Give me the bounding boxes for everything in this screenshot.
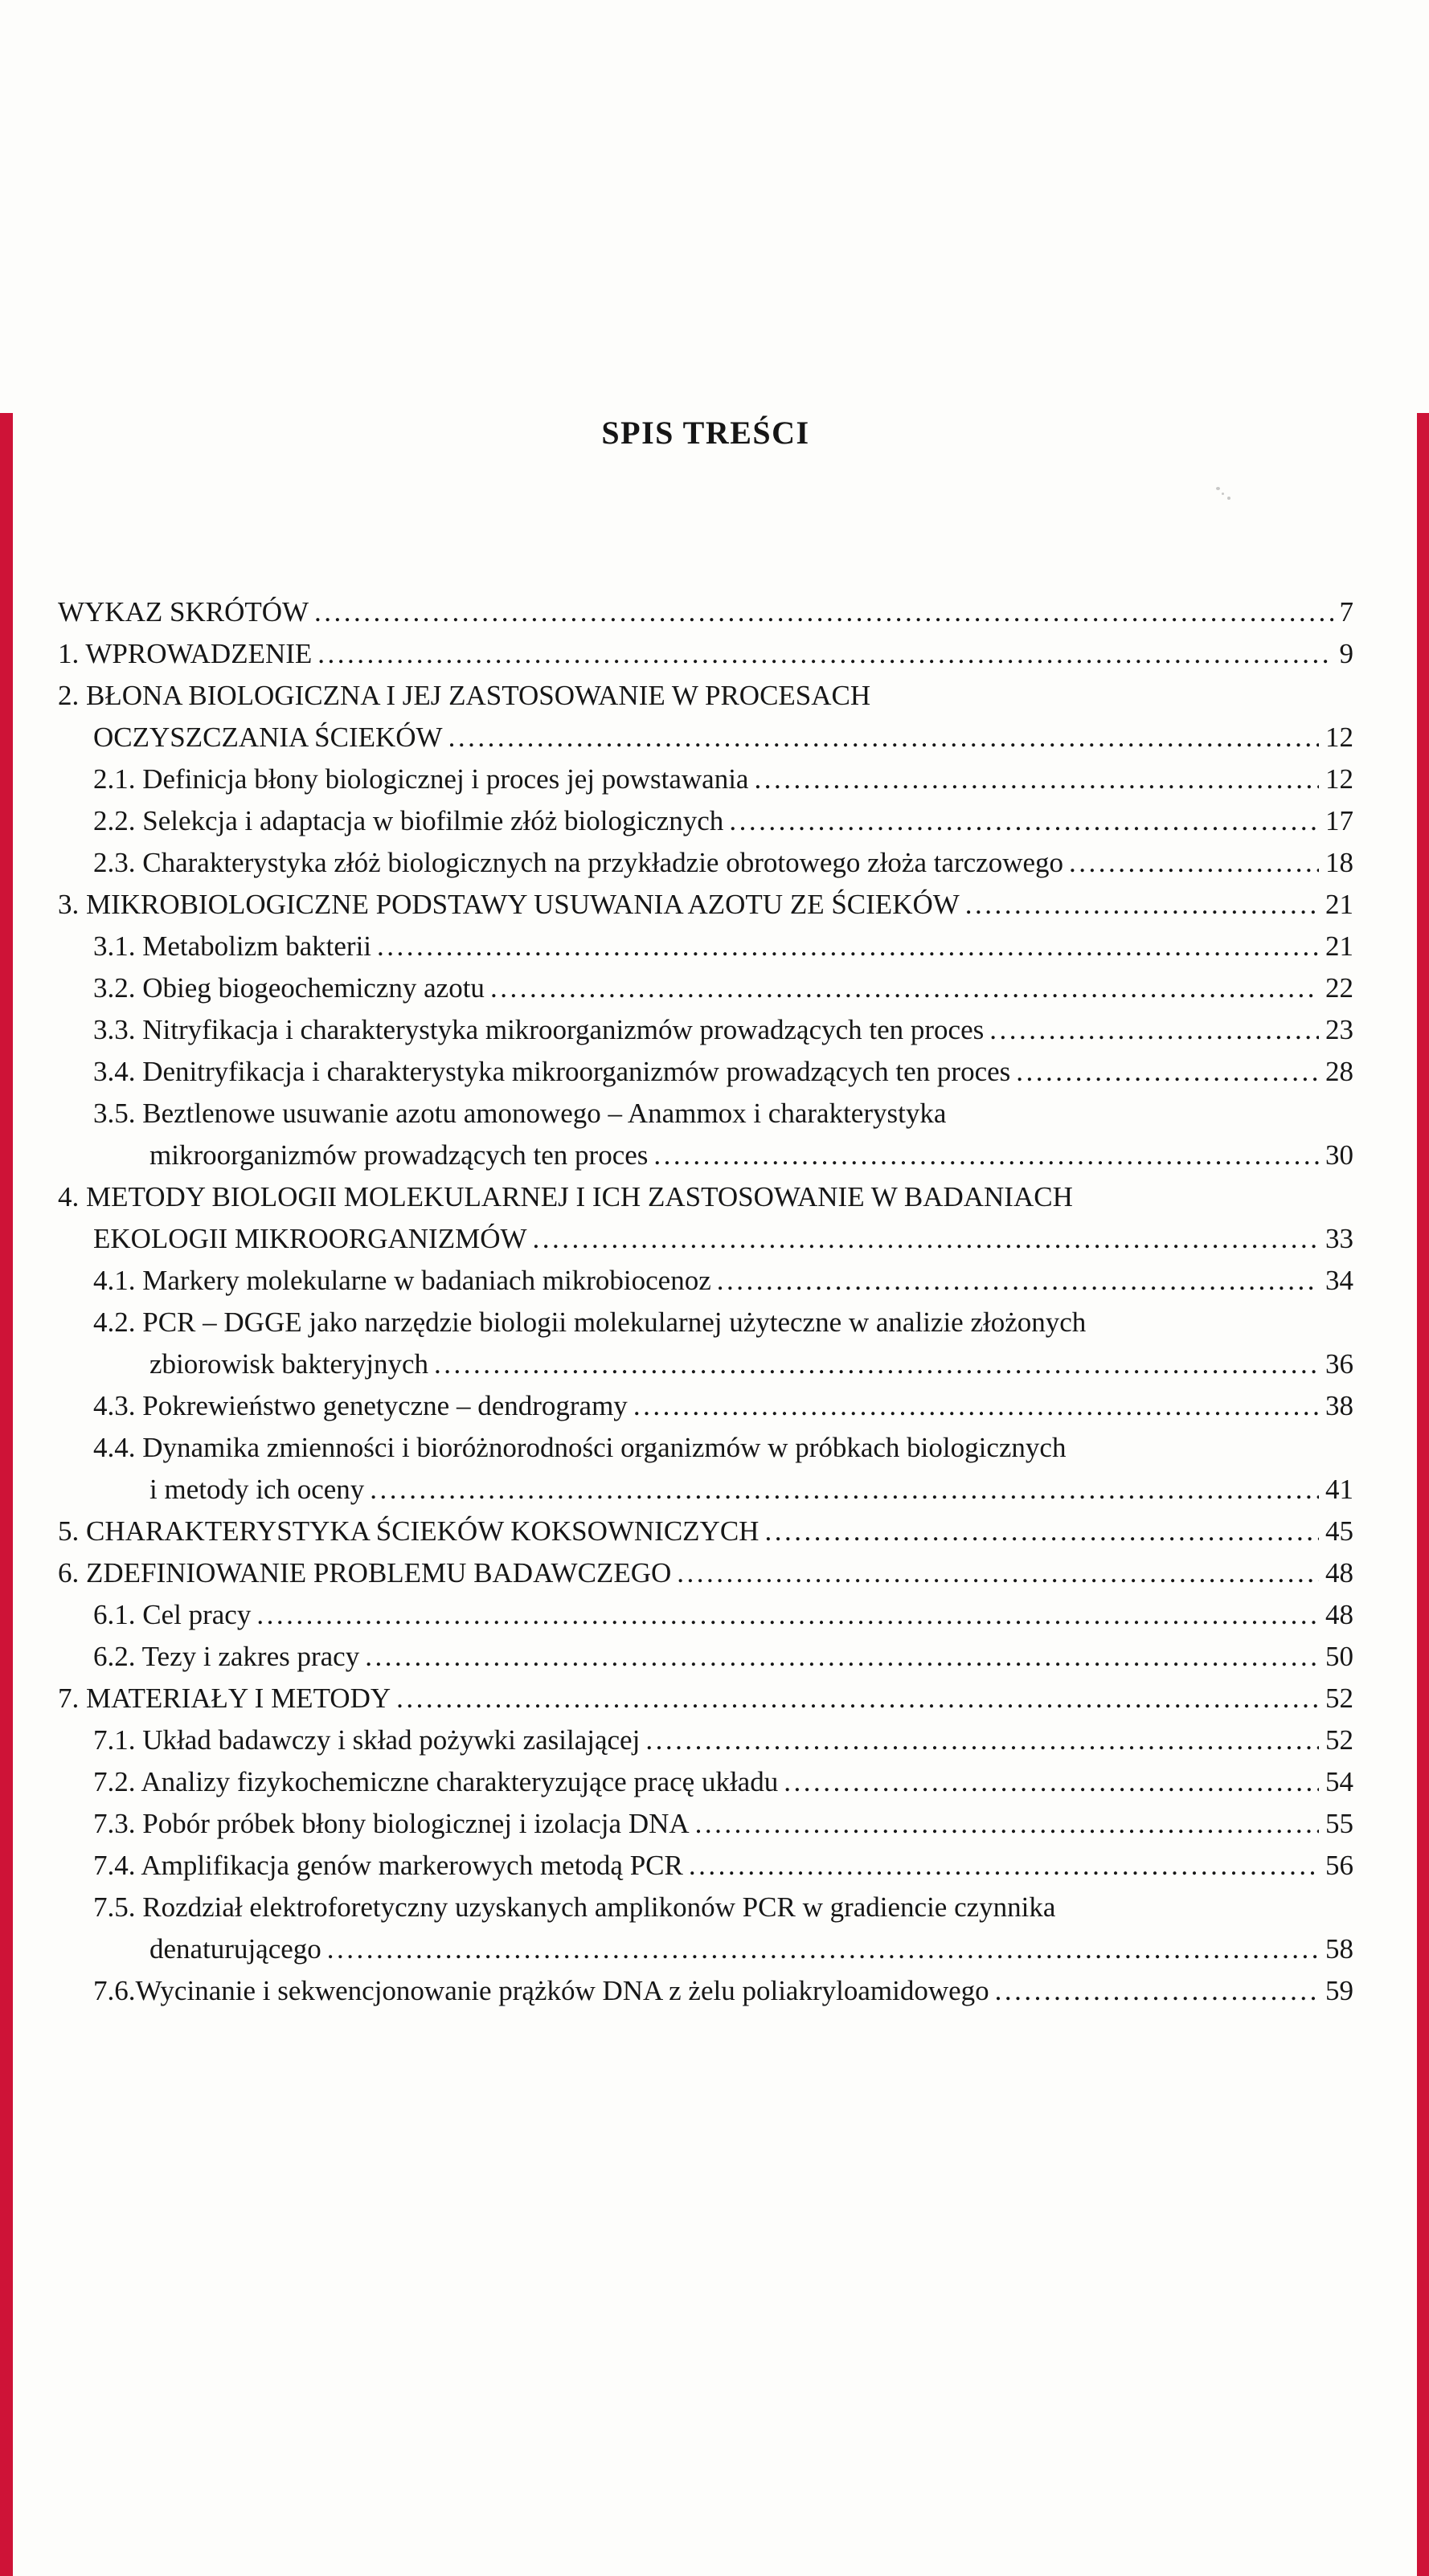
dot-leader (365, 1636, 1319, 1678)
toc-entry (58, 1719, 1353, 1761)
toc-entry (58, 1511, 1353, 1552)
toc-entry-row (58, 1135, 1353, 1176)
page-number: 22 (1325, 972, 1353, 1004)
toc-entry-text: 3.3. Nitryfikacja i charakterystyka mikroorganizmów prowadzących ten proces (93, 1014, 985, 1045)
page-number: 21 (1325, 889, 1353, 920)
toc-entry-text: WYKAZ SKRÓTÓW (58, 596, 309, 628)
toc-entry (58, 1636, 1353, 1678)
toc-entry-text: 6.2. Tezy i zakres pracy (93, 1641, 360, 1672)
toc-entry-text: 7.6.Wycinanie i sekwencjonowanie prążków DNA z żelu poliakryloamidowego (93, 1975, 989, 2006)
toc-entry (58, 1302, 1353, 1385)
toc-entry-row (58, 1260, 1353, 1302)
page-number: 52 (1325, 1724, 1353, 1756)
toc-entry (58, 842, 1353, 884)
toc-entry-row (58, 1678, 1353, 1719)
dot-leader (633, 1385, 1319, 1427)
toc-entry (58, 1009, 1353, 1051)
toc-entry-text: 6. ZDEFINIOWANIE PROBLEMU BADAWCZEGO (58, 1557, 672, 1589)
toc-entry-row (58, 842, 1353, 884)
toc-entry-text: denaturującego (149, 1933, 321, 1965)
toc-entry (58, 1093, 1353, 1176)
dot-leader (1069, 842, 1319, 884)
toc-entry-row (58, 1385, 1353, 1427)
toc-entry-text: 2.3. Charakterystyka złóż biologicznych na przykładzie obrotowego złoża tarczowego (93, 847, 1064, 878)
dot-leader (754, 758, 1319, 800)
dot-leader (689, 1845, 1319, 1887)
toc-entry (58, 1176, 1353, 1260)
toc-entry-text: 2.2. Selekcja i adaptacja w biofilmie złóż biologicznych (93, 805, 724, 836)
toc-entry-text: 7.4. Amplifikacja genów markerowych metodą PCR (93, 1850, 683, 1881)
page-number: 50 (1325, 1641, 1353, 1672)
toc-entry-text: 5. CHARAKTERYSTYKA ŚCIEKÓW KOKSOWNICZYCH (58, 1515, 760, 1547)
toc-entry-text: 3. MIKROBIOLOGICZNE PODSTAWY USUWANIA AZOTU ZE ŚCIEKÓW (58, 889, 960, 920)
toc-entry-row (58, 1343, 1353, 1385)
toc-entry-row (58, 1552, 1353, 1594)
page-number: 33 (1325, 1223, 1353, 1254)
dot-leader (729, 800, 1319, 842)
toc-entry-text: 7.2. Analizy fizykochemiczne charakteryzujące pracę układu (93, 1766, 779, 1797)
toc-entry (58, 1761, 1353, 1803)
page-number: 23 (1325, 1014, 1353, 1045)
page-number: 36 (1325, 1348, 1353, 1380)
toc-entry (58, 1427, 1353, 1511)
toc-entry-row (58, 758, 1353, 800)
page-number: 38 (1325, 1390, 1353, 1421)
toc-entry-row (58, 800, 1353, 842)
toc-entry-text: 2.1. Definicja błony biologicznej i proces jej powstawania (93, 763, 749, 795)
toc-entry (58, 1887, 1353, 1970)
dot-leader (784, 1761, 1319, 1803)
page-number: 9 (1339, 638, 1353, 669)
toc-entry-row (58, 591, 1353, 633)
toc-entry-text: 4.1. Markery molekularne w badaniach mikrobiocenoz (93, 1265, 711, 1296)
toc-entry-row (58, 1594, 1353, 1636)
page-number: 12 (1325, 722, 1353, 753)
toc-entry (58, 1845, 1353, 1887)
toc-entry-text: 3.2. Obieg biogeochemiczny azotu (93, 972, 485, 1004)
dot-leader (370, 1469, 1319, 1511)
page-number: 41 (1325, 1474, 1353, 1505)
dot-leader (764, 1511, 1319, 1552)
toc-entry-text: 1. WPROWADZENIE (58, 638, 313, 669)
toc-entry-row (58, 633, 1353, 675)
toc-entry-text: i metody ich oceny (149, 1474, 365, 1505)
dot-leader (434, 1343, 1319, 1385)
toc-entry (58, 633, 1353, 675)
toc-entry-line: 2. BŁONA BIOLOGICZNA I JEJ ZASTOSOWANIE W PROCESACH (58, 680, 871, 711)
toc-entry-row (58, 1719, 1353, 1761)
page-number: 28 (1325, 1056, 1353, 1087)
toc-entry-row (58, 1803, 1353, 1845)
toc-entry-line: 7.5. Rozdział elektroforetyczny uzyskanych amplikonów PCR w gradiencie czynnika (93, 1891, 1056, 1923)
toc-entry-row (58, 1511, 1353, 1552)
page-number: 55 (1325, 1808, 1353, 1839)
toc-entry-row (58, 1218, 1353, 1260)
dot-leader (995, 1970, 1319, 2012)
dot-leader (717, 1260, 1319, 1302)
toc-entry (58, 1678, 1353, 1719)
toc-entry (58, 926, 1353, 967)
toc-entry (58, 967, 1353, 1009)
dot-leader (396, 1678, 1319, 1719)
page-number: 54 (1325, 1766, 1353, 1797)
page-number: 18 (1325, 847, 1353, 878)
dot-leader (317, 633, 1333, 675)
toc-entry-text: 7. MATERIAŁY I METODY (58, 1683, 391, 1714)
dot-leader (645, 1719, 1319, 1761)
toc-entry-text: EKOLOGII MIKROORGANIZMÓW (93, 1223, 527, 1254)
dot-leader (1016, 1051, 1319, 1093)
toc-entry (58, 758, 1353, 800)
toc-entry (58, 884, 1353, 926)
toc-entry-text: 7.1. Układ badawczy i skład pożywki zasilającej (93, 1724, 641, 1756)
toc-entry (58, 1260, 1353, 1302)
toc-entry-row (58, 1469, 1353, 1511)
toc-entry-row (58, 1009, 1353, 1051)
toc-entry (58, 800, 1353, 842)
dot-leader (314, 591, 1333, 633)
toc-entry (58, 1552, 1353, 1594)
page-number: 21 (1325, 930, 1353, 962)
dot-leader (677, 1552, 1319, 1594)
toc-entry (58, 1385, 1353, 1427)
toc-entry-text: 3.1. Metabolizm bakterii (93, 930, 372, 962)
toc-entry (58, 591, 1353, 633)
page-number: 56 (1325, 1850, 1353, 1881)
toc-entry-row (58, 967, 1353, 1009)
toc-entry (58, 675, 1353, 758)
toc-entry-line: 4.4. Dynamika zmienności i bioróżnorodności organizmów w próbkach biologicznych (93, 1432, 1067, 1463)
toc-entry (58, 1970, 1353, 2012)
scanned-page (0, 413, 1429, 2012)
toc-entry-line: 4.2. PCR – DGGE jako narzędzie biologii molekularnej użyteczne w analizie złożonych (93, 1306, 1087, 1338)
page-number: 48 (1325, 1557, 1353, 1589)
page-number: 12 (1325, 763, 1353, 795)
dot-leader (327, 1928, 1319, 1970)
toc-entry-row (58, 926, 1353, 967)
page-title: SPIS TREŚCI (601, 415, 810, 451)
page-number: 52 (1325, 1683, 1353, 1714)
page-number: 30 (1325, 1139, 1353, 1171)
page-number: 48 (1325, 1599, 1353, 1630)
toc-entry-text: zbiorowisk bakteryjnych (149, 1348, 428, 1380)
page-number: 17 (1325, 805, 1353, 836)
toc-entry-row (58, 884, 1353, 926)
page-number: 34 (1325, 1265, 1353, 1296)
toc-entry-row (58, 1636, 1353, 1678)
toc-entry-text: OCZYSZCZANIA ŚCIEKÓW (93, 722, 443, 753)
toc-entry (58, 1803, 1353, 1845)
dot-leader (965, 884, 1319, 926)
toc-entry-row (58, 1928, 1353, 1970)
page-number: 45 (1325, 1515, 1353, 1547)
dot-leader (256, 1594, 1319, 1636)
dot-leader (377, 926, 1319, 967)
toc-entry-row (58, 1970, 1353, 2012)
dot-leader (989, 1009, 1319, 1051)
dot-leader (448, 717, 1319, 758)
dot-leader (695, 1803, 1319, 1845)
page-number: 58 (1325, 1933, 1353, 1965)
page-number: 59 (1325, 1975, 1353, 2006)
toc-list (58, 591, 1353, 2012)
toc-entry-text: 7.3. Pobór próbek błony biologicznej i izolacja DNA (93, 1808, 690, 1839)
toc-entry-line: 4. METODY BIOLOGII MOLEKULARNEJ I ICH ZASTOSOWANIE W BADANIACH (58, 1181, 1073, 1212)
toc-entry-row (58, 717, 1353, 758)
toc-entry-row (58, 1845, 1353, 1887)
page-number: 7 (1339, 596, 1353, 628)
toc-entry-text: mikroorganizmów prowadzących ten proces (149, 1139, 649, 1171)
toc-entry-line: 3.5. Beztlenowe usuwanie azotu amonowego – Anammox i charakterystyka (93, 1098, 947, 1129)
toc-entry-text: 4.3. Pokrewieństwo genetyczne – dendrogramy (93, 1390, 628, 1421)
toc-entry-row (58, 1051, 1353, 1093)
dot-leader (533, 1218, 1319, 1260)
dot-leader (490, 967, 1319, 1009)
toc-entry (58, 1594, 1353, 1636)
toc-entry-text: 6.1. Cel pracy (93, 1599, 252, 1630)
toc-entry-text: 3.4. Denitryfikacja i charakterystyka mikroorganizmów prowadzących ten proces (93, 1056, 1011, 1087)
toc-entry (58, 1051, 1353, 1093)
dot-leader (653, 1135, 1319, 1176)
toc-entry-row (58, 1761, 1353, 1803)
